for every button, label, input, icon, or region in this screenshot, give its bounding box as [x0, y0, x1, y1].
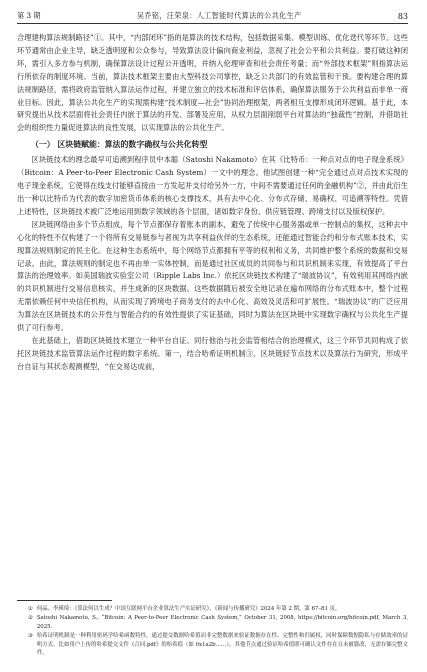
footnote: [17, 614, 408, 631]
footnote: [17, 605, 408, 613]
footnote-text: 哈希证明机制是一种利用密码学哈希函数特性，通过提交数据哈希值而非完整数据来验证数据存在性、完整性和归属权，同时保障数据隐私与存储效率的证明方式。比如用户上传的哈希提交文件《合同.pdf》的哈希值（如 0x1a2b……），其他节点通过验证哈希值即可确认文件存在且未被篡改，无需存储完整文件。: [36, 633, 408, 657]
footnote-divider: [17, 600, 112, 601]
paragraph: 区块链网络由多个节点组成，每个节点都保存着账本的副本，避免了传统中心服务器或单一控制点的集权，这种去中心化的特性不仅构建了一个将所有交易链参与者视为共享利益伙伴的生态系统，还能通过智能合约和分布式账本技术，实现算法规则制定的民主化。在这种生态系统中，每个网络节点都拥有平等的权利和义务，共同维护整个系统的数据和交易记录。由此，算法规则的制定也不再由单一实体控制，而是通过社区成员的共同参与和共识机制来实现，有效提高了平台算法的治理效率。如美国瑞波实验室公司（Ripple Labs Inc.）依托区块链技术构建了“瑞波协议”，有效利用其网络内嵌的共识机制进行交易信息核实，并生成新的区块数据。这些数据随后被安全地记录在遍布网络的分布式账本中，整个过程无需依赖任何中央信任机构，从而实现了跨境电子商务支付的去中心化、高效及灵活和可扩展性。“瑞波协议”的广泛应用为算法在区块链技术的公开性与智能合约的有效性提供了实证基础，同时为算法在区块链中实现数字确权与公共化生产提供了可行参考。: [17, 219, 408, 333]
section-heading: （一） 区块链赋能：算法的数字确权与公共化转型: [31, 140, 208, 150]
footnote: [17, 632, 408, 657]
paragraph: 在此基础上，借助区块链技术建立一种平台自证、同行他治与社会监管相结合的治理模式，这三个环节共同构成了依托区块链技术监管算法运作过程的数字系统。第一，结合哈希证明机制③、区块链轻节点技术以及算法行为研究，形成平台自证与其状态观测模型，“在交易达成前，: [17, 335, 408, 371]
footnote-marker: ①: [28, 606, 33, 612]
footnotes: [17, 600, 408, 658]
footnote-marker: ③: [28, 633, 33, 640]
paragraph: 合理建构算法规制路径”①。其中，“内部闭环”指的是算法的技术结构，包括数据采集、模型训练、优化迭代等环节。这些环节通常由企业主导，缺乏透明度和公众参与，导致算法设计偏向商业利益，忽视了社会公平和公共利益。要打破这种闭环，需引入多方参与机制，确保算法设计过程公开透明，并纳入伦理审查和社会责任考量；而“外部技术框架”则指算法运行所依存的制度环境。当前，算法技术框架主要由大型科技公司掌控，缺乏公共部门的有效监管和干预。要构建合理的算法规制路径，需将政府监管纳入算法运作过程，并建立独立的技术标准和评估体系，确保算法服务于公共利益而非单一商业目标。因此，算法公共化生产的实现需构建“技术制度—社会”协同治理框架，两者相互支撑形成闭环逻辑。基于此，本研究提出从技术层面将社会责任内嵌于算法的开发、部署及应用，从权力层面削弱平台对算法的“独裁性”控制，并借助社会的组织性力量促进算法的良性发展，以实现算法的公共化生产。: [17, 33, 408, 133]
footnote-text: Satoshi Nakamoto, S., “Bitcoin: A Peer-to-Peer Electronic Cash System,” October 31, 2008, https://bitcoin.org/bitcoin.pdf, March 3, 2025.: [36, 615, 408, 630]
footnote-text: 何晶、李瑛琦：《算法何以生成？中国互联网平台企业算法生产实证研究》，《新闻与传播研究》2024 年第 2 期，第 67–81 页。: [36, 606, 341, 612]
body-text: [17, 32, 408, 374]
paragraph: 区块链技术的理念最早可追溯到程序员中本聪（Satoshi Nakamoto）在其《比特币：一种点对点的电子现金系统》（Bitcoin：A Peer-to-Peer Electronic Cash System）一文中的理念。他试图创建一种“完全通过点对点技术实现的电子现金系统，它使得在线支付能够直接由一方发起并支付给另外一方，中间不需要通过任何的金融机构”②，并由此衍生出一种以比特币为代表的数字加密货币体系的核心支撑技术，具有去中心化、分布式存储、易确权、可追溯等特性。凭借上述特性，区块链技术被广泛地运用到数字领域的各个层面，诸如数字身份、供应链管理、跨境支付以及版权保护。: [17, 155, 408, 216]
running-header: [17, 6, 408, 24]
page-number: 83: [397, 12, 408, 21]
issue-number: 第 3 期: [17, 11, 41, 20]
footnote-marker: ②: [28, 615, 33, 622]
running-title: 吴乔铭，汪荣泉：人工智能时代算法的公共化生产: [136, 11, 302, 20]
